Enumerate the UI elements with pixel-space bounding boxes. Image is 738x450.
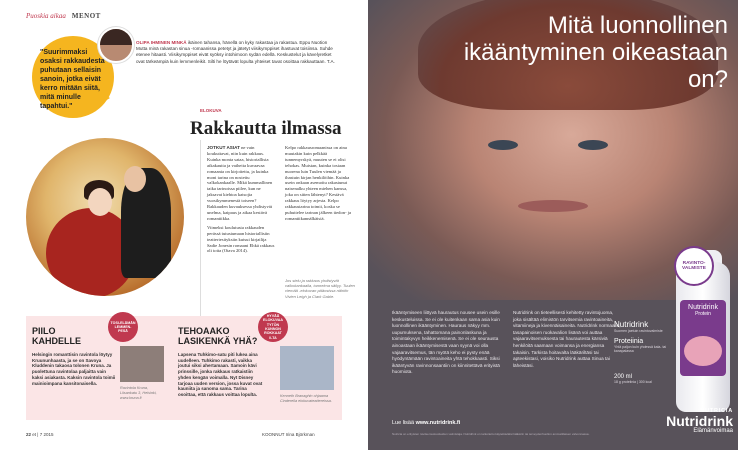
col1-text: ne vain koukuttavat, niin kuin rakkaus. Kuinka monta sataa, historiallista aikakautta ja vaiheita kuvaavaa romaania on kirjoitettu, ja kuinka moni tarina on nostettu valkokankaalle. Mikä kummallinen taika tarinoissa piilee, kun ne jaksavat kiehtoa katsojia vuosikymmenestä toiseen? Rakkauden kuvauksessa yhdistyvät unelma, kaipaus ja aikaa kestävä romantiikka.: [207, 145, 273, 221]
page-folio: [26, 432, 53, 437]
ad-fine-print: Nutricia on erityisten ravitsemustuotteiden valmistaja. Nutridrink on tarkoitettu käytettäväksi lääkärin tai terveydenhuollon ammattilaisen valvonnassa.: [392, 432, 590, 436]
intro-text: ikäinen tahansa, hänellä on kyky rakastaa ja rakastua. Eppu Nuotion Mutta minä rakastan sinua -romaanissa petetyt ja jätetyt viisikymppiset ihastuvat toisiinsa. Suhde etenee hitaasti. Viisikymppiset eivät syöksy intohimoon sydän edellä. Keskustelut ja kävelyretket ovat tärkeämpiä kuin lemmenleikit. Silti he löytävät lopulta yhteiset tavat osoittaa rakkauttaan.: [136, 40, 333, 64]
col1-lead: JOTKUT ASIAT: [207, 145, 240, 150]
tip2-badge: HYVÄÄ ELOKUVAA TYTÖN KUNNON ROKKAAT ILTA: [258, 312, 288, 342]
article-column-1: [207, 145, 275, 254]
section-name: MENOT: [71, 12, 101, 20]
article-kicker: ELOKUVA: [200, 108, 222, 113]
product-info: [614, 320, 674, 384]
advertisement-page: [368, 0, 738, 450]
product-name: Nutridrink: [614, 320, 649, 329]
product-volume-sub: 18 g proteiinia | 300 kcal: [614, 379, 652, 384]
quote-text: "Suurimmaksi osaksi rakkaudesta puhutaan sellaisin sanoin, jotka eivät kerro mitään siitä, mitä minulle tapahtui.": [40, 49, 105, 110]
author-avatar: [98, 27, 134, 63]
col1-text-2: Viimeksi koulutusta rakkauden perässä tutustumaan historiallisiin teatteriesityksiin kutsui kirjailija Sadie Jonesin romaani Ehkä rakkaus oli totta (Otava 2014).: [207, 224, 275, 254]
magazine-issue: et | 7 2015: [32, 432, 54, 437]
fruit-illustration: [684, 336, 722, 366]
bottle-flavor: Protein: [695, 311, 711, 317]
ad-url-line: [392, 420, 460, 426]
tip2-text: Lapsena Tuhkimo-satu piti lukea aina uudelleen. Tuhkimo rakasti, vaikka joutui siksi ahertamaan. Samoin kävi prinssille, jonka rakkaus ratkaistiin yhden kengän voimalla. Nyt Disney tarjoaa uuden version, jossa kuvat ovat kauniita ja sanoma sama. Tarina osoittaa, että rakkaus voittaa lopulta.: [178, 352, 263, 397]
brand-logo: [623, 408, 733, 434]
product-label: Proteiinia: [614, 337, 644, 345]
mouth-shape: [518, 200, 588, 212]
cinderella-photo: [280, 346, 334, 390]
brand-slogan: Elämänvoimaa: [693, 428, 733, 434]
restaurant-photo: [120, 346, 164, 382]
left-page: [0, 0, 368, 450]
intro-paragraph: [136, 40, 338, 65]
intro-sign: T.A.: [326, 58, 335, 64]
product-label-sub: Yhtä paljon kuin yhdessä kala- tai kanapalassa: [614, 344, 667, 353]
tip2-photo-caption: Kenneth Branaghin ohjaama Cinderella elokuvateattereissa.: [280, 394, 332, 403]
brand-name: Nutridrink: [666, 413, 733, 429]
tip2-title: TEHOAAKO LASIKENKÄ YHÄ?: [178, 326, 258, 346]
compiler-credit: KOONNUT Irina Björkman: [262, 432, 315, 437]
ad-body-text: [392, 310, 622, 376]
tip1-badge: TOSI-ELÄMÄN LEMMEN-PESÄ: [108, 312, 138, 342]
ad-text-column-1: Ikääntymiseen liittyvä haurautus nousee usein esille keskusteluissa. Se ei ole kuitenkaan sama asia kuin luonnollinen ikääntyminen. Hauraus näkyy mm. uupumuksena, tahattomana painonlaskuna ja toimintakyvyn heikkenemisenä. Se ei ole seurausta ainoastaan ikääntymisestä vaan syynä voi olla vajaaravitsemus, tän myötä keho ei pysty enää hyödyntämään ravintoaineita yhtä tehokkaasti. Siksi ikääntyvän ravinnonsaantiin on kiinnitettävä erityistä huomiota.: [392, 310, 500, 375]
brand-maker: NUTRICIA: [700, 408, 733, 414]
ad-headline: Mitä luonnollinen ikääntyminen oikeastaan on?: [463, 12, 728, 93]
movie-poster-image: [26, 138, 184, 296]
ad-url-label: Lue lisää: [392, 420, 415, 426]
ravintovalmiste-seal: RAVINTO-VALMISTE: [674, 246, 714, 286]
photo-caption: Jos sielu ja rakkaus yhdistyvät valkokankaalla, tunnelma säilyy. Tuulen viemää -elokuvan pääosissa nähtiin Vivien Leigh ja Clark Gable.: [285, 278, 355, 299]
ad-text-column-2: Nutridrink on tieteellisesti kehitetty ravintojuoma, joka sisältää elimistön tarvitsemia ravintoaineita, vitamiineja ja kivennäisaineita. Nutridrink normaalin, tasapainoisen ruokavalion lisänä voi auttaa vajaaravitsemuksesta tai haurautesta kärsiviä henkilöitä saamaan voimansa ja energiansa takaisin. Tarkista hoitavalta lääkäriltäsi tai apteekistasi, voisiko Nutridrink auttaa Sinua tai läheistäsi.: [513, 310, 621, 368]
left-eye: [488, 140, 518, 150]
section-header: [26, 12, 101, 20]
article-column-2: Kelpo rakkausromaanissa on aina muutakin kuin pelkkää tunnemyrskyä, muuten se ei olisi tehokas. Muistan, kuinka tosiaan nuorena luin Tuulen viemää ja ihastuin kirjan henkilöihin. Kuinka usein onkaan asemoitu rakastunut naisenalku yhteen miehen kanssa, joka on sitten lähtenyt? Kestävä rakkaus löytyy arjesta. Kelpo rakkaustarina toimii, koska se puhuttelee tarinan jälkeen tiedon- ja romantiikannälkäisiä.: [285, 145, 352, 221]
tip1-photo-caption: Ravintola Kruna, Liisankatu 3, Helsinki, www.kruna.fi: [120, 386, 157, 400]
tip1-text: Helsingin romanttisin ravintola löytyy Kruununhaasta, ja se on Savoya Kluddenin takaosa tolonen Kruna. Ja puolettuna ravintolaa paljaitta vain kaksi asiakasta. Kaksin ravintola toimii mainioimpana kansitonaisella.: [32, 352, 116, 386]
ad-url[interactable]: www.nutridrink.fi: [415, 420, 461, 426]
article-title: Rakkautta ilmassa: [190, 118, 342, 139]
intro-heading: OLIPA IHMINEN MINKÄ: [136, 40, 187, 45]
tips-box: [26, 316, 342, 420]
product-volume: 200 ml: [614, 373, 633, 380]
right-eye: [578, 140, 608, 150]
tip1-title: PIILO KAHDELLE: [32, 326, 81, 346]
bottle-brand: Nutridrink: [688, 304, 718, 311]
product-sub: Suomen jaetuin ravintovalmiste: [614, 329, 663, 333]
page-number: 22: [26, 432, 32, 437]
section-label: Puoskia aikaa: [26, 12, 66, 20]
